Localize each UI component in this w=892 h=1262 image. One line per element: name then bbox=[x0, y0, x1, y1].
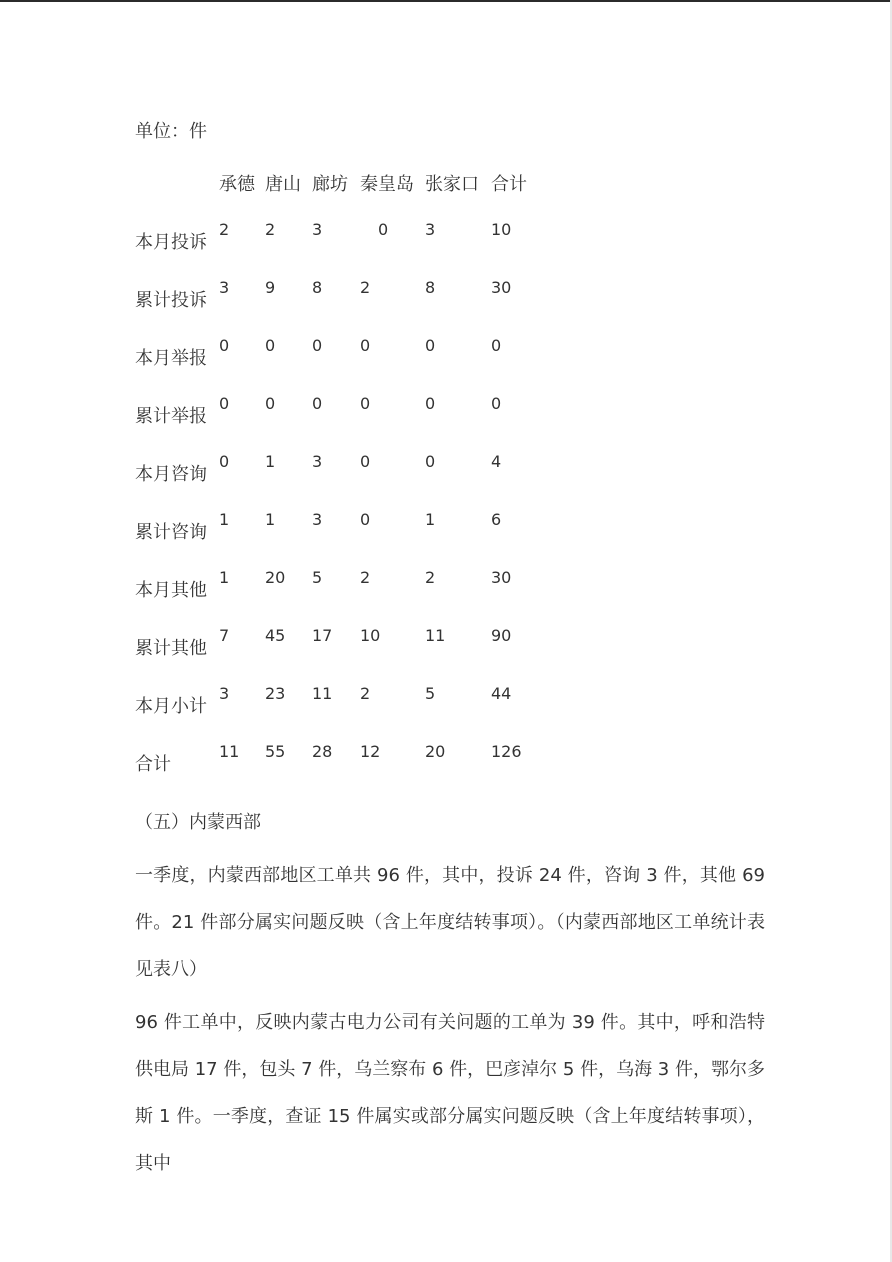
table-cell: 0 bbox=[491, 394, 502, 413]
table-cell: 90 bbox=[491, 626, 512, 645]
table-cell: 23 bbox=[265, 684, 286, 703]
row-label: 本月咨询 bbox=[135, 464, 207, 485]
table-cell: 5 bbox=[312, 568, 323, 587]
table-cell: 3 bbox=[312, 510, 323, 529]
table-cell: 0 bbox=[360, 452, 371, 471]
table-cell: 2 bbox=[219, 220, 230, 239]
table-cell: 0 bbox=[425, 452, 436, 471]
table-cell: 0 bbox=[360, 394, 371, 413]
column-header-chengde: 承德 bbox=[219, 174, 255, 195]
column-header-total: 合计 bbox=[491, 174, 527, 195]
section-title: （五）内蒙西部 bbox=[135, 812, 261, 833]
table-cell: 0 bbox=[265, 336, 276, 355]
table-cell: 11 bbox=[425, 626, 446, 645]
table-cell: 3 bbox=[219, 278, 230, 297]
paragraph-details: 96 件工单中，反映内蒙古电力公司有关问题的工单为 39 件。其中，呼和浩特供电局 17 件，包头 7 件，乌兰察布 6 件，巴彦淖尔 5 件，乌海 3 件，鄂尔多斯 1 件。一季度，查证 15 件属实或部分属实问题反映（含上年度结转事项），其中 bbox=[135, 1012, 765, 1174]
table-cell: 30 bbox=[491, 568, 512, 587]
row-label: 合计 bbox=[135, 754, 171, 775]
table-cell: 44 bbox=[491, 684, 512, 703]
table-cell: 8 bbox=[312, 278, 323, 297]
column-header-langfang: 廊坊 bbox=[312, 174, 348, 195]
table-cell: 0 bbox=[219, 336, 230, 355]
table-cell: 0 bbox=[360, 336, 371, 355]
row-label: 累计其他 bbox=[135, 638, 207, 659]
table-cell: 3 bbox=[219, 684, 230, 703]
table-cell: 10 bbox=[360, 626, 381, 645]
table-cell: 10 bbox=[491, 220, 512, 239]
table-cell: 3 bbox=[425, 220, 436, 239]
row-label: 累计投诉 bbox=[135, 290, 207, 311]
table-cell: 17 bbox=[312, 626, 333, 645]
table-cell: 1 bbox=[219, 568, 230, 587]
table-cell: 2 bbox=[360, 684, 371, 703]
table-cell: 0 bbox=[219, 452, 230, 471]
table-cell: 3 bbox=[312, 452, 323, 471]
row-label: 本月举报 bbox=[135, 348, 207, 369]
table-cell: 2 bbox=[425, 568, 436, 587]
table-cell: 4 bbox=[491, 452, 502, 471]
table-cell: 1 bbox=[219, 510, 230, 529]
table-cell: 6 bbox=[491, 510, 502, 529]
unit-label: 单位：件 bbox=[135, 121, 207, 142]
table-cell: 20 bbox=[265, 568, 286, 587]
column-header-zhangjiakou: 张家口 bbox=[425, 174, 479, 195]
table-cell: 0 bbox=[312, 336, 323, 355]
table-cell: 126 bbox=[491, 742, 522, 761]
column-header-tangshan: 唐山 bbox=[265, 174, 301, 195]
column-header-qinhuangdao: 秦皇岛 bbox=[360, 174, 414, 195]
table-cell: 0 bbox=[491, 336, 502, 355]
table-cell: 0 bbox=[425, 394, 436, 413]
table-cell: 28 bbox=[312, 742, 333, 761]
table-cell: 0 bbox=[219, 394, 230, 413]
paragraph-summary: 一季度，内蒙西部地区工单共 96 件，其中，投诉 24 件，咨询 3 件，其他 69 件。21 件部分属实问题反映（含上年度结转事项）。（内蒙西部地区工单统计表见表八） bbox=[135, 865, 765, 980]
row-label: 累计举报 bbox=[135, 406, 207, 427]
row-label: 累计咨询 bbox=[135, 522, 207, 543]
row-label: 本月小计 bbox=[135, 696, 207, 717]
table-cell: 2 bbox=[265, 220, 276, 239]
table-cell: 1 bbox=[265, 510, 276, 529]
table-cell: 11 bbox=[312, 684, 333, 703]
table-cell: 55 bbox=[265, 742, 286, 761]
table-cell: 7 bbox=[219, 626, 230, 645]
table-cell: 1 bbox=[425, 510, 436, 529]
table-cell: 0 bbox=[378, 220, 389, 239]
row-label: 本月投诉 bbox=[135, 232, 207, 253]
table-cell: 0 bbox=[312, 394, 323, 413]
table-cell: 1 bbox=[265, 452, 276, 471]
table-cell: 20 bbox=[425, 742, 446, 761]
table-cell: 30 bbox=[491, 278, 512, 297]
top-border bbox=[0, 0, 892, 2]
table-cell: 2 bbox=[360, 278, 371, 297]
table-cell: 3 bbox=[312, 220, 323, 239]
table-cell: 0 bbox=[425, 336, 436, 355]
table-cell: 45 bbox=[265, 626, 286, 645]
table-cell: 0 bbox=[265, 394, 276, 413]
table-cell: 11 bbox=[219, 742, 240, 761]
table-cell: 9 bbox=[265, 278, 276, 297]
table-cell: 12 bbox=[360, 742, 381, 761]
row-label: 本月其他 bbox=[135, 580, 207, 601]
table-cell: 2 bbox=[360, 568, 371, 587]
table-cell: 8 bbox=[425, 278, 436, 297]
table-cell: 5 bbox=[425, 684, 436, 703]
statistics-table bbox=[135, 173, 555, 793]
table-cell: 0 bbox=[360, 510, 371, 529]
